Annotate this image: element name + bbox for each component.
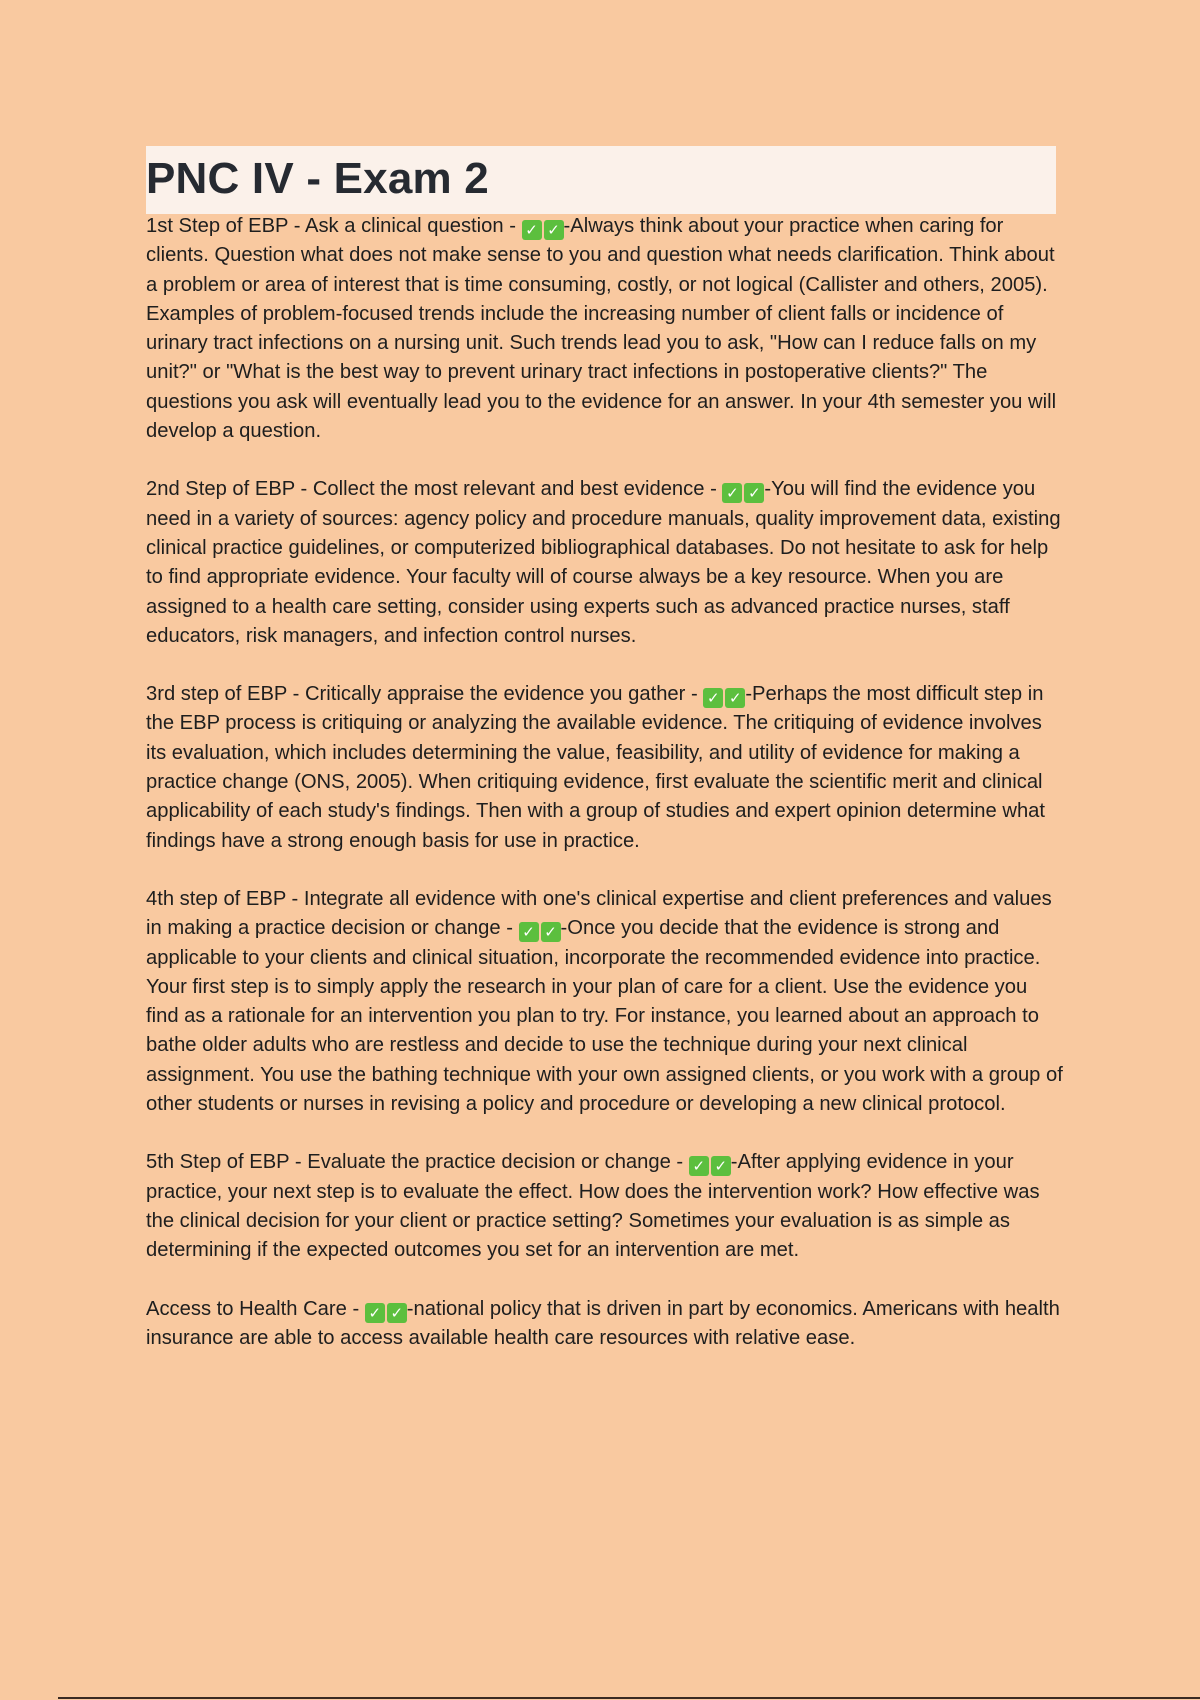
entry-definition: -national policy that is driven in part by economics. Americans with health insurance are able to access available health care resources with relative ease. — [146, 1297, 1060, 1349]
check-mark-icon: ✓ — [522, 220, 542, 240]
entry-term: 4th step of EBP - Integrate all evidence with one's clinical expertise and client preferences and values in making a practice decision or change - — [146, 887, 1052, 940]
page-title: PNC IV - Exam 2 — [146, 154, 489, 203]
flashcard-entry — [146, 475, 1064, 651]
entry-term: 3rd step of EBP - Critically appraise the evidence you gather - — [146, 683, 704, 706]
check-mark-icon: ✓ — [519, 922, 539, 942]
flashcard-entry — [146, 1295, 1064, 1354]
check-mark-pair — [689, 1148, 731, 1177]
check-mark-icon: ✓ — [711, 1156, 731, 1176]
check-mark-icon: ✓ — [725, 688, 745, 708]
check-mark-pair — [519, 914, 561, 943]
entry-term: 1st Step of EBP - Ask a clinical question - — [146, 215, 522, 237]
check-mark-icon: ✓ — [387, 1303, 407, 1323]
check-mark-pair — [522, 212, 564, 241]
entry-definition: -After applying evidence in your practice, your next step is to evaluate the effect. How does the intervention work? How effective was the clinical decision for your client or practice setting? Sometimes your evaluation is as simple as determining if the expected outcomes you set for an intervention are met. — [146, 1151, 1040, 1262]
entry-definition: -Once you decide that the evidence is strong and applicable to your clients and clinical situation, incorporate the recommended evidence into practice. Your first step is to simply apply the research in your plan of care for a client. Use the evidence you find as a rationale for an intervention you plan to try. For instance, you learned about an approach to bathe older adults who are restless and decide to use the technique during your next clinical assignment. You use the bathing technique with your own assigned clients, or you work with a group of other students or nurses in revising a policy and procedure or developing a new clinical protocol. — [146, 917, 1063, 1116]
check-mark-icon: ✓ — [689, 1156, 709, 1176]
entry-definition: -Always think about your practice when caring for clients. Question what does not make sense to you and question what needs clarification. Think about a problem or area of interest that is time consuming, costly, or not logical (Callister and others, 2005). Examples of problem-focused trends include the increasing number of client falls or incidence of urinary tract infections on a nursing unit. Such trends lead you to ask, "How can I reduce falls on my unit?" or "What is the best way to prevent urinary tract infections in postoperative clients?" The questions you ask will eventually lead you to the evidence for an answer. In your 4th semester you will develop a question. — [146, 215, 1057, 443]
check-mark-icon: ✓ — [722, 483, 742, 503]
entry-definition: -You will find the evidence you need in a variety of sources: agency policy and procedure manuals, quality improvement data, existing clinical practice guidelines, or computerized bibliographical databases. Do not hesitate to ask for help to find appropriate evidence. Your faculty will of course always be a key resource. When you are assigned to a health care setting, consider using experts such as advanced practice nurses, staff educators, risk managers, and infection control nurses. — [146, 478, 1061, 647]
entry-term: 2nd Step of EBP - Collect the most relevant and best evidence - — [146, 478, 723, 501]
check-mark-icon: ✓ — [703, 688, 723, 708]
check-mark-icon: ✓ — [744, 483, 764, 503]
flashcard-entry — [146, 212, 1064, 446]
flashcard-entry — [146, 1148, 1064, 1265]
check-mark-pair — [722, 475, 764, 504]
entry-term: Access to Health Care - — [146, 1297, 365, 1320]
flashcard-entry — [146, 680, 1064, 856]
check-mark-pair — [703, 680, 745, 709]
title-banner — [146, 146, 1056, 214]
check-mark-pair — [365, 1295, 407, 1324]
check-mark-icon: ✓ — [544, 220, 564, 240]
flashcard-entry — [146, 885, 1064, 1119]
check-mark-icon: ✓ — [365, 1303, 385, 1323]
check-mark-icon: ✓ — [541, 922, 561, 942]
entry-definition: -Perhaps the most difficult step in the EBP process is critiquing or analyzing the available evidence. The critiquing of evidence involves its evaluation, which includes determining the value, feasibility, and utility of evidence for making a practice change (ONS, 2005). When critiquing evidence, first evaluate the scientific merit and clinical applicability of each study's findings. Then with a group of studies and expert opinion determine what findings have a strong enough basis for use in practice. — [146, 683, 1046, 852]
flashcard-list — [146, 212, 1064, 1382]
entry-term: 5th Step of EBP - Evaluate the practice decision or change - — [146, 1151, 689, 1174]
page-bottom-divider — [58, 1697, 1200, 1699]
